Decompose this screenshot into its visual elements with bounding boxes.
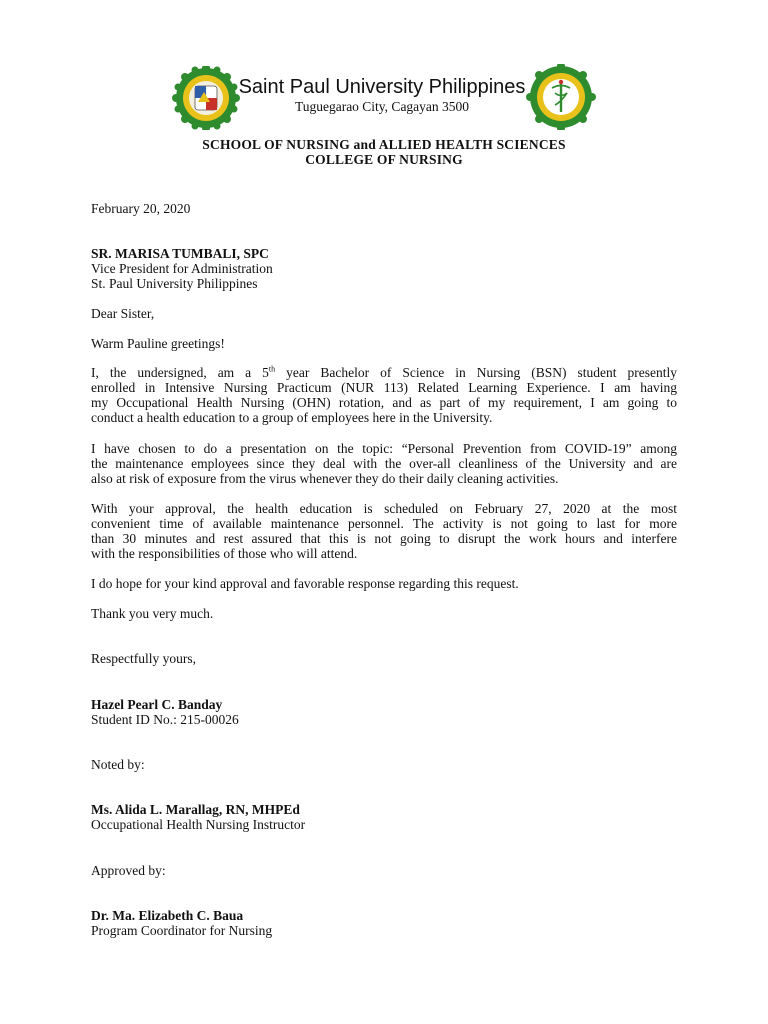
- approved-by-label: Approved by:: [91, 863, 166, 878]
- paragraph-2-line-2: the maintenance employees since they deal with the over-all cleanliness of the University and are: [91, 456, 677, 471]
- greeting: Warm Pauline greetings!: [91, 336, 225, 351]
- paragraph-3-line-3: than 30 minutes and rest assured that this is not going to disrupt the work hours and interfere: [91, 531, 677, 546]
- paragraph-2-line-1: I have chosen to do a presentation on the topic: “Personal Prevention from COVID-19” among: [91, 441, 677, 456]
- paragraph-3-line-4: with the responsibilities of those who will attend.: [91, 546, 358, 561]
- noted-by-title: Occupational Health Nursing Instructor: [91, 817, 306, 832]
- paragraph-3-line-1: With your approval, the health education is scheduled on February 27, 2020 at the most: [91, 501, 677, 516]
- paragraph-1-line-1: I, the undersigned, am a 5th year Bachelor of Science in Nursing (BSN) student presently: [91, 364, 677, 380]
- paragraph-4: I do hope for your kind approval and favorable response regarding this request.: [91, 576, 519, 591]
- college-name: COLLEGE OF NURSING: [305, 152, 463, 167]
- paragraph-1-line-2: enrolled in Intensive Nursing Practicum (NUR 113) Related Learning Experience. I am having: [91, 380, 677, 395]
- paragraph-3-line-2: convenient time of available maintenance personnel. The activity is not going to last for more: [91, 516, 677, 531]
- school-name: SCHOOL OF NURSING and ALLIED HEALTH SCIENCES: [202, 137, 566, 152]
- recipient-organization: St. Paul University Philippines: [91, 276, 258, 291]
- approved-by-title: Program Coordinator for Nursing: [91, 923, 273, 938]
- paragraph-2-line-3: also at risk of exposure from the virus whenever they do their daily cleaning activities.: [91, 471, 559, 486]
- salutation: Dear Sister,: [91, 306, 155, 321]
- approved-by-name: Dr. Ma. Elizabeth C. Baua: [91, 908, 244, 923]
- noted-by-label: Noted by:: [91, 757, 145, 772]
- university-name: Saint Paul University Philippines: [238, 76, 526, 98]
- paragraph-1-line-3: my Occupational Health Nursing (OHN) rotation, and as part of my requirement, I am going to: [91, 395, 677, 410]
- sender-name: Hazel Pearl C. Banday: [91, 697, 223, 712]
- closing: Respectfully yours,: [91, 651, 196, 666]
- thank-you-line: Thank you very much.: [91, 606, 214, 621]
- sender-student-id: Student ID No.: 215-00026: [91, 712, 239, 727]
- recipient-title: Vice President for Administration: [91, 261, 273, 276]
- university-address: Tuguegarao City, Cagayan 3500: [294, 99, 470, 114]
- paragraph-1-line-4: conduct a health education to a group of employees here in the University.: [91, 410, 493, 425]
- recipient-name: SR. MARISA TUMBALI, SPC: [91, 246, 269, 261]
- noted-by-name: Ms. Alida L. Marallag, RN, MHPEd: [91, 802, 300, 817]
- letter-date: February 20, 2020: [91, 201, 191, 216]
